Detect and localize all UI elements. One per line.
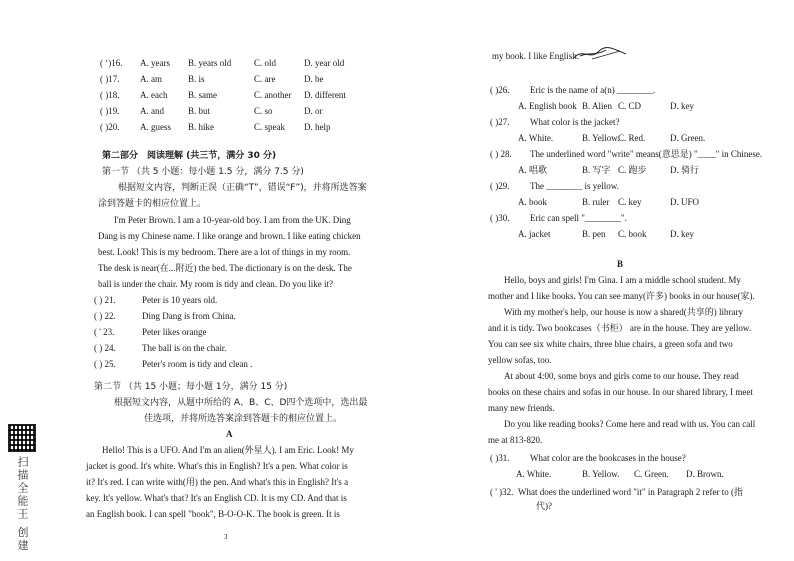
mc-paren: ( )18. — [100, 90, 120, 100]
passage1-line: The desk is near(在...附近) the bed. The dictionary is on the desk. The — [98, 263, 352, 273]
mc-option: D. year old — [304, 58, 345, 68]
mc-stem: The underlined word "write" means(意思是) "____" in Chinese. — [530, 149, 763, 159]
mc-option: B. but — [188, 106, 211, 116]
passage-a-line: it? It's red. I can write with(用) the pen. And what's this in English? It's a — [86, 477, 349, 487]
mc-stem: Eric can spell "________". — [530, 213, 627, 223]
mc-paren: ( ‘)16. — [100, 58, 123, 68]
tf-paren: ( ) 24. — [94, 343, 116, 353]
passage-b-line: and it is tidy. Two bookcases（书柜） are in the house. They are yellow. — [488, 323, 752, 333]
mc-stem: Eric is the name of a(n) ________. — [530, 85, 656, 95]
mc-option: C. another — [254, 90, 292, 100]
mc-option: A. book — [518, 197, 547, 207]
passage-b-line: At about 4:00, some boys and girls come to our house. They read — [504, 371, 739, 381]
mc-option: C. key — [618, 197, 642, 207]
mc-option: C. CD — [618, 101, 642, 111]
mc-option: D. Brown. — [686, 469, 724, 479]
mc-option: D. UFO — [670, 197, 700, 207]
mc-option: D. or — [304, 106, 323, 116]
mc-option: B. Yellow. — [582, 469, 620, 479]
mc-option: D. different — [304, 90, 346, 100]
scanner-watermark: 扫描全能王 创建 — [16, 456, 29, 553]
passage-b-line: many new friends. — [488, 403, 555, 413]
tf-paren: ( ) 25. — [94, 359, 116, 369]
section2-instruction-1: 根据短文内容，从题中所给的 A、B、C、D四个选项中，选出最 — [114, 398, 368, 408]
section1-instruction-1: 根据短文内容，判断正误（正确“T”，错误“F”)，并将所选答案 — [118, 183, 367, 193]
passage1-line: best. Look! This is my bedroom. There are a lot of things in my room. — [98, 247, 351, 257]
mc-stem-continued: 代)? — [536, 501, 552, 511]
mc-stem: What color are the bookcases in the house? — [530, 453, 686, 463]
passage1-line: Dang is my Chinese name. I like orange and brown. I like eating chicken — [98, 231, 361, 241]
signature-scribble-icon — [572, 46, 628, 62]
section2-instruction-2: 佳选项，并将所选答案涂到答题卡的相应位置上。 — [144, 414, 343, 424]
passage-b-line: mother and I like books. You can see many(许多) books in our house(家). — [488, 291, 755, 301]
mc-paren: ( )29. — [490, 181, 510, 191]
mc-option: A. White. — [518, 133, 554, 143]
mc-stem: What does the underlined word "it" in Paragraph 2 refer to (指 — [518, 487, 744, 497]
mc-option: B. Yellow. — [582, 133, 620, 143]
tf-statement: The ball is on the chair. — [142, 343, 227, 353]
passage-b-line: You can see six white chairs, three blue chairs, a green sofa and two — [488, 339, 733, 349]
mc-option: A. and — [140, 106, 164, 116]
tf-statement: Peter's room is tidy and clean . — [142, 359, 253, 369]
mc-option: D. 骑行 — [670, 165, 699, 175]
mc-option: C. 跑步 — [618, 165, 647, 175]
passage-b-line: Hello, boys and girls! I'm Gina. I am a middle school student. My — [504, 275, 741, 285]
mc-option: B. 写字 — [582, 165, 611, 175]
passage-a-label: A — [226, 429, 233, 439]
tf-paren: ( ' 23. — [94, 327, 115, 337]
mc-paren: ( )27. — [490, 117, 510, 127]
mc-paren: ( )26. — [490, 85, 510, 95]
mc-paren: ( )31. — [490, 453, 510, 463]
page-number: 3 — [224, 533, 228, 541]
mc-option: B. is — [188, 74, 205, 84]
tf-paren: ( ) 21. — [94, 295, 116, 305]
mc-option: B. pen — [582, 229, 606, 239]
passage1-line: I'm Peter Brown. I am a 10-year-old boy. I am from the UK. Ding — [114, 215, 351, 225]
mc-option: A. White. — [516, 469, 552, 479]
mc-option: B. Alien — [582, 101, 613, 111]
passage-b-label: B — [617, 259, 624, 269]
section2-title: 第二节 （共 15 小题；每小题 1分，满分 15 分) — [94, 382, 288, 392]
mc-option: C. Red. — [618, 133, 646, 143]
mc-option: C. book — [618, 229, 647, 239]
passage-b-line: books on these chairs and sofas in our house. In our shared library, I meet — [488, 387, 753, 397]
mc-option: A. English book — [518, 101, 577, 111]
mc-option: A. years — [140, 58, 170, 68]
tf-statement: Peter likes orange — [142, 327, 207, 337]
mc-option: A. jacket — [518, 229, 551, 239]
mc-paren: ( )30. — [490, 213, 510, 223]
mc-option: A. 唱歌 — [518, 165, 547, 175]
passage-a-line: key. It's yellow. What's that? It's an English CD. It is my CD. And that is — [86, 493, 347, 503]
mc-option: D. key — [670, 229, 694, 239]
mc-option: C. so — [254, 106, 273, 116]
qr-code-icon — [8, 424, 36, 452]
mc-option: D. key — [670, 101, 694, 111]
mc-option: B. years old — [188, 58, 232, 68]
mc-option: A. each — [140, 90, 168, 100]
tf-paren: ( ) 22. — [94, 311, 116, 321]
mc-option: A. guess — [140, 122, 171, 132]
mc-option: C. old — [254, 58, 277, 68]
tf-statement: Ding Dang is from China. — [142, 311, 236, 321]
passage-b-line: yellow sofas, too. — [488, 355, 552, 365]
mc-stem: What color is the jacket? — [530, 117, 620, 127]
mc-option: D. Green. — [670, 133, 706, 143]
mc-paren: ( )20. — [100, 122, 120, 132]
mc-paren: ( ) 28. — [490, 149, 512, 159]
tf-statement: Peter is 10 years old. — [142, 295, 218, 305]
passage-a-line: Hello! This is a UFO. And I'm an alien(外星人). I am Eric. Look! My — [102, 445, 354, 455]
section1-instruction-2: 涂到答题卡的相应位置上。 — [98, 199, 207, 209]
mc-option: D. be — [304, 74, 324, 84]
mc-stem: The ________ is yellow. — [530, 181, 619, 191]
mc-option: B. same — [188, 90, 217, 100]
mc-option: B. hike — [188, 122, 214, 132]
passage-b-line: me at 813-820. — [488, 435, 543, 445]
section1-title: 第一节 （共 5 小题：每小题 1.5 分，满分 7.5 分) — [102, 167, 304, 177]
mc-paren: ( )17. — [100, 74, 120, 84]
passage-b-line: Do you like reading books? Come here and read with us. You can call — [504, 419, 756, 429]
passage1-line: ball is under the chair. My room is tidy and clean. Do you like it? — [98, 279, 333, 289]
mc-paren: ( )19. — [100, 106, 120, 116]
mc-option: C. speak — [254, 122, 285, 132]
mc-option: A. am — [140, 74, 162, 84]
passage-b-line: With my mother's help, our house is now a shared(共享的) library — [504, 307, 743, 317]
mc-paren: ( ' )32. — [490, 487, 514, 497]
part2-title: 第二部分 阅读理解 (共三节，满分 30 分) — [102, 151, 277, 161]
passage-a-line: an English book. I can spell "book", B-O-O-K. The book is green. It is — [86, 509, 340, 519]
passage-a-line: jacket is good. It's white. What's this in English? It's a pen. What color is — [86, 461, 348, 471]
mc-option: B. ruler — [582, 197, 610, 207]
mc-option: D. help — [304, 122, 331, 132]
right-top-line: my book. I like English. — [492, 51, 579, 61]
mc-option: C. are — [254, 74, 276, 84]
mc-option: C. Green. — [634, 469, 669, 479]
